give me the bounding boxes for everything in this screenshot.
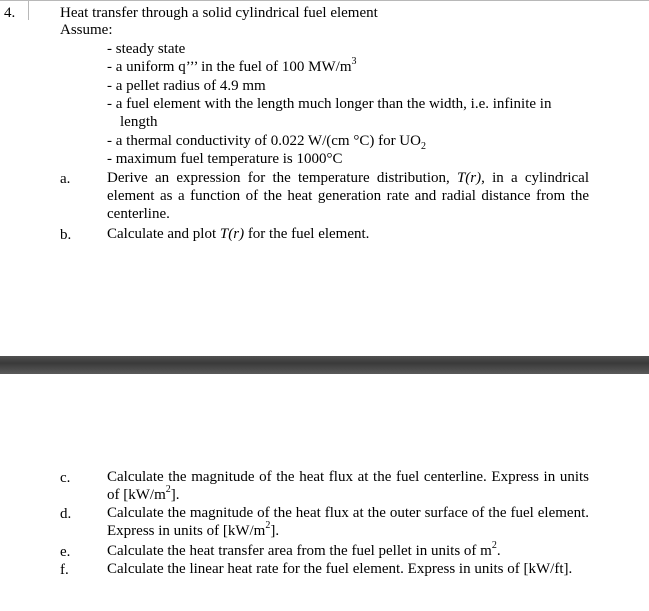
part-d-label: d. [60,506,72,522]
page-top-rule [0,0,649,1]
assumption-heat-generation: - a uniform q’’’ in the fuel of 100 $MW/m^3$ [107,56,357,75]
part-a-label: a. [60,171,71,187]
assumption-pellet-radius: - a pellet radius of 4.9 mm [107,78,266,94]
part-b-text: Calculate and plot T(r) for the fuel element. [107,226,370,242]
assumption-steady-state: - steady state [107,41,186,57]
part-e-label: e. [60,544,71,560]
part-f-text: Calculate the linear heat rate for the fuel element. Express in units of [kW/ft]. [107,561,573,577]
part-d-text: Calculate the magnitude of the heat flux at the outer surface of the fuel element. Express in units of $[kW/m^2]$. [107,505,589,539]
page-break [0,356,649,374]
assumption-thermal-conductivity: - a thermal conductivity of 0.022 W/(cm °C) for $UO_2$ [107,133,426,152]
part-c-text: Calculate the magnitude of the heat flux at the fuel centerline. Express in units of $[kW/m^2]$. [107,469,589,503]
assumption-infinite-length-cont: length [120,114,158,130]
problem-title: Heat transfer through a solid cylindrical fuel element [60,5,378,21]
assumption-infinite-length: - a fuel element with the length much longer than the width, i.e. infinite in [107,96,552,112]
number-column-rule [28,0,29,20]
page-2 [0,374,649,611]
part-c-label: c. [60,470,71,486]
part-e-text: Calculate the heat transfer area from the fuel pellet in units of $m^2$. [107,540,501,559]
assume-label: Assume: [60,22,113,38]
part-f-label: f. [60,562,69,578]
assumption-max-temperature: - maximum fuel temperature is 1000°C [107,151,343,167]
problem-number: 4. [4,5,16,21]
part-b-label: b. [60,227,72,243]
part-a-text: Derive an expression for the temperature distribution, T(r), in a cylindrical element as a function of the heat generation rate and radial distance from the centerline. [107,170,589,222]
